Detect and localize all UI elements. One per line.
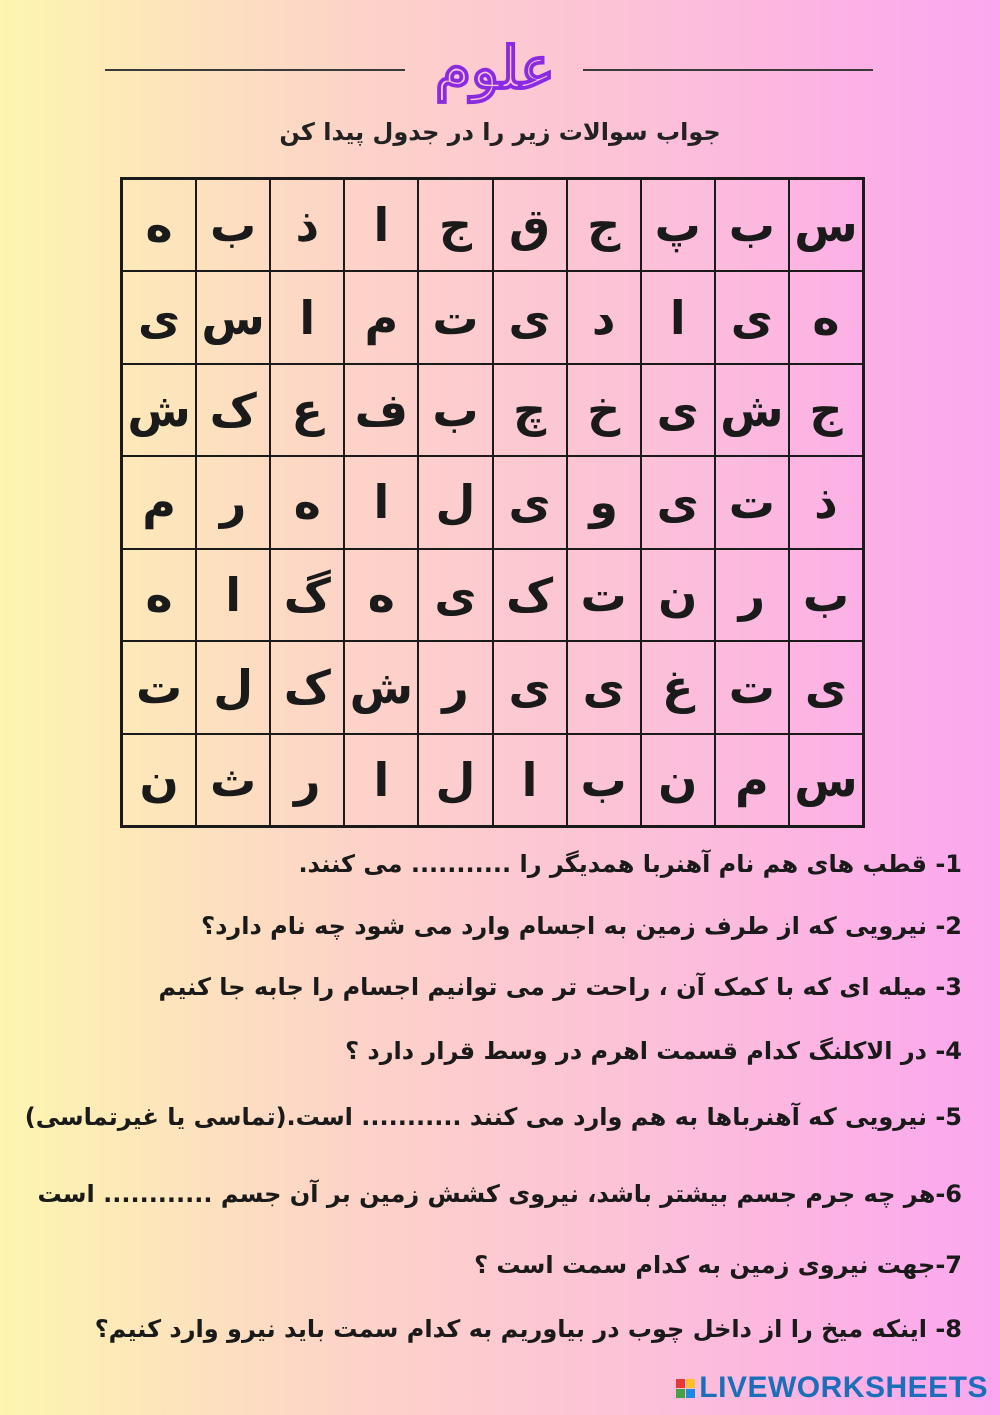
grid-cell[interactable]: ل <box>196 641 270 733</box>
grid-cell[interactable]: ر <box>715 549 789 641</box>
grid-cell[interactable]: ک <box>493 549 567 641</box>
grid-cell[interactable]: ی <box>789 641 863 733</box>
grid-cell[interactable]: ا <box>270 271 344 363</box>
grid-cell[interactable]: ج <box>567 179 641 271</box>
grid-cell[interactable]: ن <box>641 734 715 826</box>
grid-cell[interactable]: ب <box>567 734 641 826</box>
question-3: 3- میله ای که با کمک آن ، راحت تر می توانیم اجسام را جابه جا کنیم <box>158 973 962 1001</box>
grid-cell[interactable]: ل <box>418 456 492 548</box>
grid-cell[interactable]: ی <box>567 641 641 733</box>
grid-cell[interactable]: ک <box>196 364 270 456</box>
grid-cell[interactable]: د <box>567 271 641 363</box>
grid-cell[interactable]: پ <box>641 179 715 271</box>
grid-cell[interactable]: ن <box>122 734 196 826</box>
grid-cell[interactable]: ی <box>641 364 715 456</box>
question-7: 7-جهت نیروی زمین به کدام سمت است ؟ <box>474 1251 962 1279</box>
grid-cell[interactable]: ر <box>196 456 270 548</box>
question-2: 2- نیرویی که از طرف زمین به اجسام وارد می شود چه نام دارد؟ <box>201 912 962 940</box>
grid-cell[interactable]: ق <box>493 179 567 271</box>
grid-cell[interactable]: چ <box>493 364 567 456</box>
grid-cell[interactable]: ذ <box>789 456 863 548</box>
grid-cell[interactable]: ت <box>418 271 492 363</box>
grid-cell[interactable]: گ <box>270 549 344 641</box>
title-divider-left <box>105 69 405 71</box>
brand-icon-square <box>686 1379 695 1388</box>
grid-cell[interactable]: ب <box>418 364 492 456</box>
grid-cell[interactable]: ت <box>715 641 789 733</box>
grid-cell[interactable]: ی <box>493 641 567 733</box>
title-divider-right <box>583 69 873 71</box>
question-8: 8- اینکه میخ را از داخل چوب در بیاوریم به کدام سمت باید نیرو وارد کنیم؟ <box>94 1315 962 1343</box>
grid-cell[interactable]: ه <box>122 549 196 641</box>
grid-cell[interactable]: ب <box>715 179 789 271</box>
brand-icon-square <box>676 1379 685 1388</box>
grid-cell[interactable]: ج <box>789 364 863 456</box>
instruction-text: جواب سوالات زیر را در جدول پیدا کن <box>279 118 721 146</box>
grid-cell[interactable]: س <box>196 271 270 363</box>
grid-cell[interactable]: ا <box>196 549 270 641</box>
question-6: 6-هر چه جرم جسم بیشتر باشد، نیروی کشش زمین بر آن جسم ............ است <box>37 1180 962 1208</box>
grid-cell[interactable]: ا <box>344 179 418 271</box>
grid-cell[interactable]: ه <box>789 271 863 363</box>
grid-cell[interactable]: ع <box>270 364 344 456</box>
grid-cell[interactable]: ا <box>641 271 715 363</box>
grid-cell[interactable]: ش <box>122 364 196 456</box>
grid-cell[interactable]: ا <box>344 734 418 826</box>
grid-cell[interactable]: خ <box>567 364 641 456</box>
grid-cell[interactable]: ذ <box>270 179 344 271</box>
grid-cell[interactable]: ی <box>715 271 789 363</box>
grid-cell[interactable]: ش <box>344 641 418 733</box>
grid-cell[interactable]: ر <box>418 641 492 733</box>
grid-cell[interactable]: ه <box>270 456 344 548</box>
grid-cell[interactable]: ت <box>567 549 641 641</box>
question-1: 1- قطب های هم نام آهنربا همدیگر را ........... می کنند. <box>298 850 962 878</box>
grid-cell[interactable]: م <box>344 271 418 363</box>
grid-cell[interactable]: ف <box>344 364 418 456</box>
liveworksheets-logo <box>676 1371 988 1405</box>
grid-cell[interactable]: ث <box>196 734 270 826</box>
grid-cell[interactable]: س <box>789 734 863 826</box>
grid-cell[interactable]: ت <box>715 456 789 548</box>
brand-text: LIVEWORKSHEETS <box>699 1371 988 1404</box>
grid-cell[interactable]: ی <box>641 456 715 548</box>
grid-cell[interactable]: ل <box>418 734 492 826</box>
grid-cell[interactable]: م <box>122 456 196 548</box>
brand-icon-square <box>676 1389 685 1398</box>
grid-cell[interactable]: ی <box>122 271 196 363</box>
question-4: 4- در الاکلنگ کدام قسمت اهرم در وسط قرار دارد ؟ <box>345 1037 962 1065</box>
grid-cell[interactable]: ی <box>493 456 567 548</box>
grid-cell[interactable]: ش <box>715 364 789 456</box>
grid-cell[interactable]: ب <box>196 179 270 271</box>
grid-cell[interactable]: ج <box>418 179 492 271</box>
grid-cell[interactable]: ا <box>344 456 418 548</box>
grid-cell[interactable]: ر <box>270 734 344 826</box>
title-row <box>0 28 1000 108</box>
brand-icon-square <box>686 1389 695 1398</box>
grid-cell[interactable]: ب <box>789 549 863 641</box>
word-search-grid[interactable] <box>120 177 865 828</box>
grid-cell[interactable]: ن <box>641 549 715 641</box>
grid-cell[interactable]: ه <box>344 549 418 641</box>
grid-cell[interactable]: ه <box>122 179 196 271</box>
liveworksheets-icon <box>676 1379 695 1398</box>
grid-cell[interactable]: ک <box>270 641 344 733</box>
grid-cell[interactable]: و <box>567 456 641 548</box>
grid-cell[interactable]: ا <box>493 734 567 826</box>
grid-cell[interactable]: ی <box>418 549 492 641</box>
grid-cell[interactable]: ی <box>493 271 567 363</box>
grid-cell[interactable]: س <box>789 179 863 271</box>
question-5: 5- نیرویی که آهنرباها به هم وارد می کنند ........... است.(تماسی یا غیرتماسی) <box>24 1103 962 1131</box>
grid-cell[interactable]: ت <box>122 641 196 733</box>
grid-cell[interactable]: م <box>715 734 789 826</box>
page-title: علوم <box>435 34 555 102</box>
grid-cell[interactable]: غ <box>641 641 715 733</box>
